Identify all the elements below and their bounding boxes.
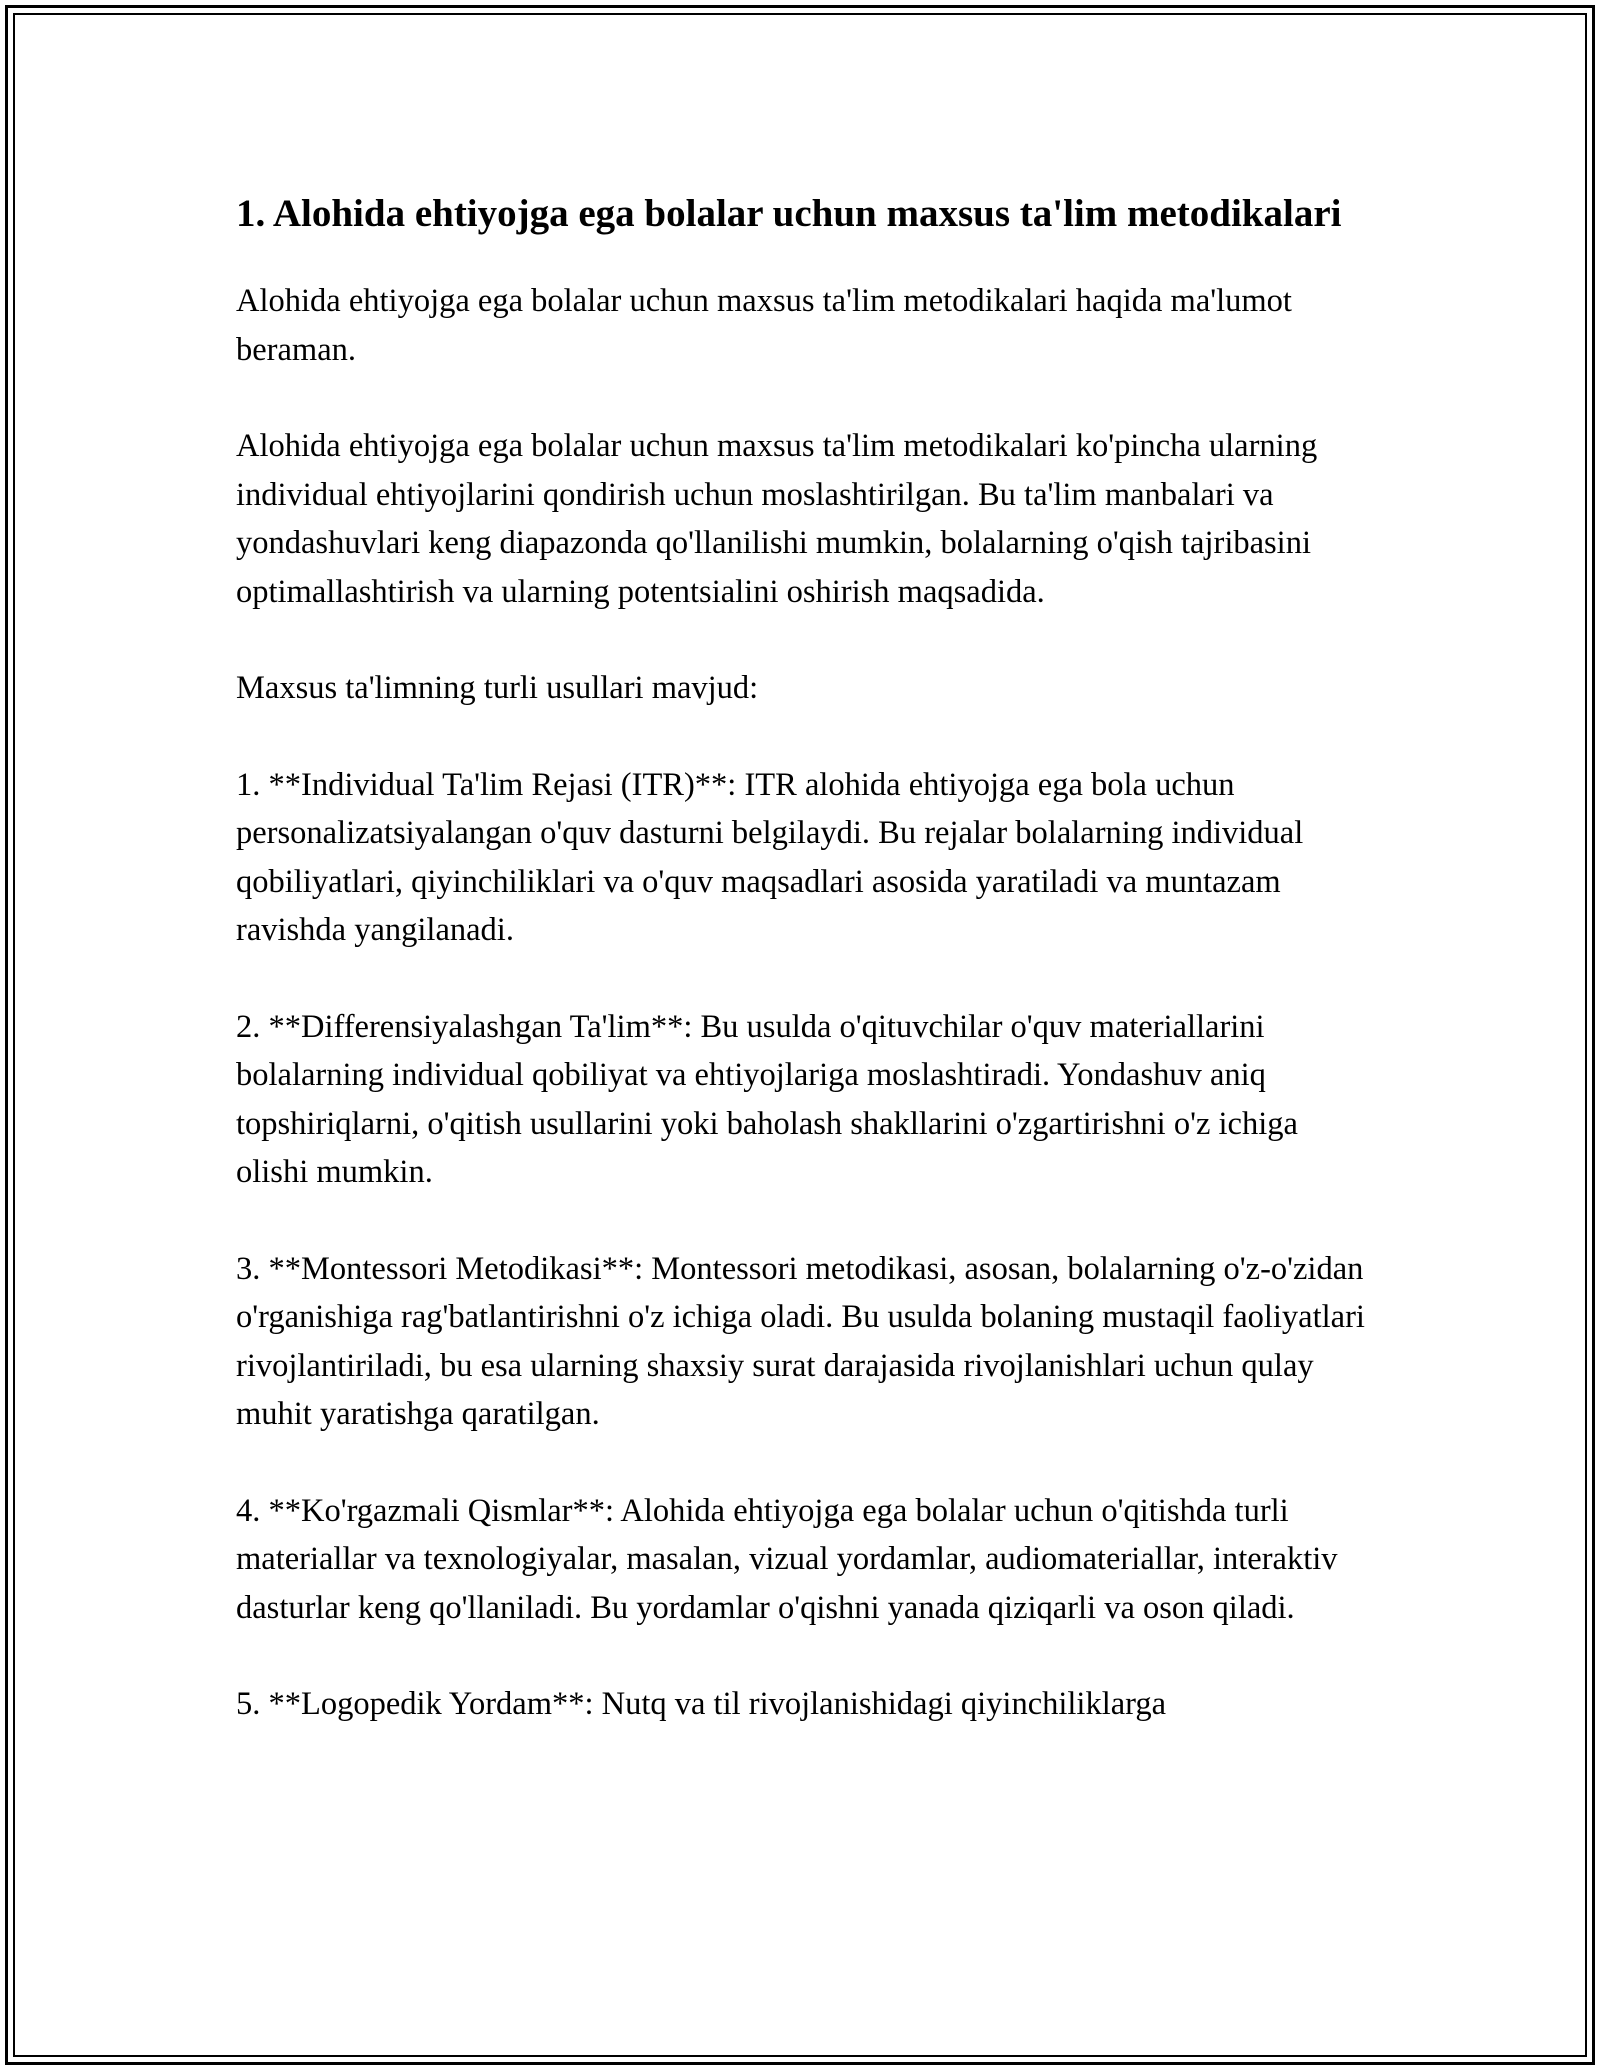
document-body (236, 186, 1376, 1777)
method-item-itr: 1. **Individual Ta'lim Rejasi (ITR)**: ITR alohida ehtiyojga ega bola uchun personalizatsiyalangan o'quv dasturni belgilaydi. Bu rejalar bolalarning individual qobiliyatlari, qiyinchiliklari va o'quv maqsadlari asosida yaratiladi va muntazam ravishda yangilanadi. (236, 766, 1304, 948)
method-item-differentiated: 2. **Differensiyalashgan Ta'lim**: Bu usulda o'qituvchilar o'quv materiallarini bolalarning individual qobiliyat va ehtiyojlariga moslashtiradi. Yondashuv aniq topshiriqlarni, o'qitish usullarini yoki baholash shakllarini o'zgartirishni o'z ichiga olishi mumkin. (236, 1008, 1298, 1190)
document-title: 1. Alohida ehtiyojga ega bolalar uchun maxsus ta'lim metodikalari (236, 192, 1342, 235)
method-item-speech-therapy: 5. **Logopedik Yordam**: Nutq va til rivojlanishidagi qiyinchiliklarga (236, 1686, 1167, 1722)
method-item-montessori: 3. **Montessori Metodikasi**: Montessori metodikasi, asosan, bolalarning o'z-o'zidan o'rganishiga rag'batlantirishni o'z ichiga oladi. Bu usulda bolaning mustaqil faoliyatlari rivojlantiriladi, bu esa ularning shaxsiy surat darajasida rivojlanishlari uchun qulay muhit yaratishga qaratilgan. (236, 1250, 1365, 1432)
methods-intro-paragraph: Maxsus ta'limning turli usullari mavjud: (236, 670, 759, 706)
overview-paragraph: Alohida ehtiyojga ega bolalar uchun maxsus ta'lim metodikalari ko'pincha ularning individual ehtiyojlarini qondirish uchun moslashtirilgan. Bu ta'lim manbalari va yondashuvlari keng diapazonda qo'llanilishi mumkin, bolalarning o'qish tajribasini optimallashtirish va ularning potentsialini oshirish maqsadida. (236, 428, 1318, 610)
method-item-visual-aids: 4. **Ko'rgazmali Qismlar**: Alohida ehtiyojga ega bolalar uchun o'qitishda turli materiallar va texnologiyalar, masalan, vizual yordamlar, audiomateriallar, interaktiv dasturlar keng qo'llaniladi. Bu yordamlar o'qishni yanada qiziqarli va oson qiladi. (236, 1492, 1338, 1626)
intro-paragraph: Alohida ehtiyojga ega bolalar uchun maxsus ta'lim metodikalari haqida ma'lumot beraman. (236, 283, 1292, 368)
